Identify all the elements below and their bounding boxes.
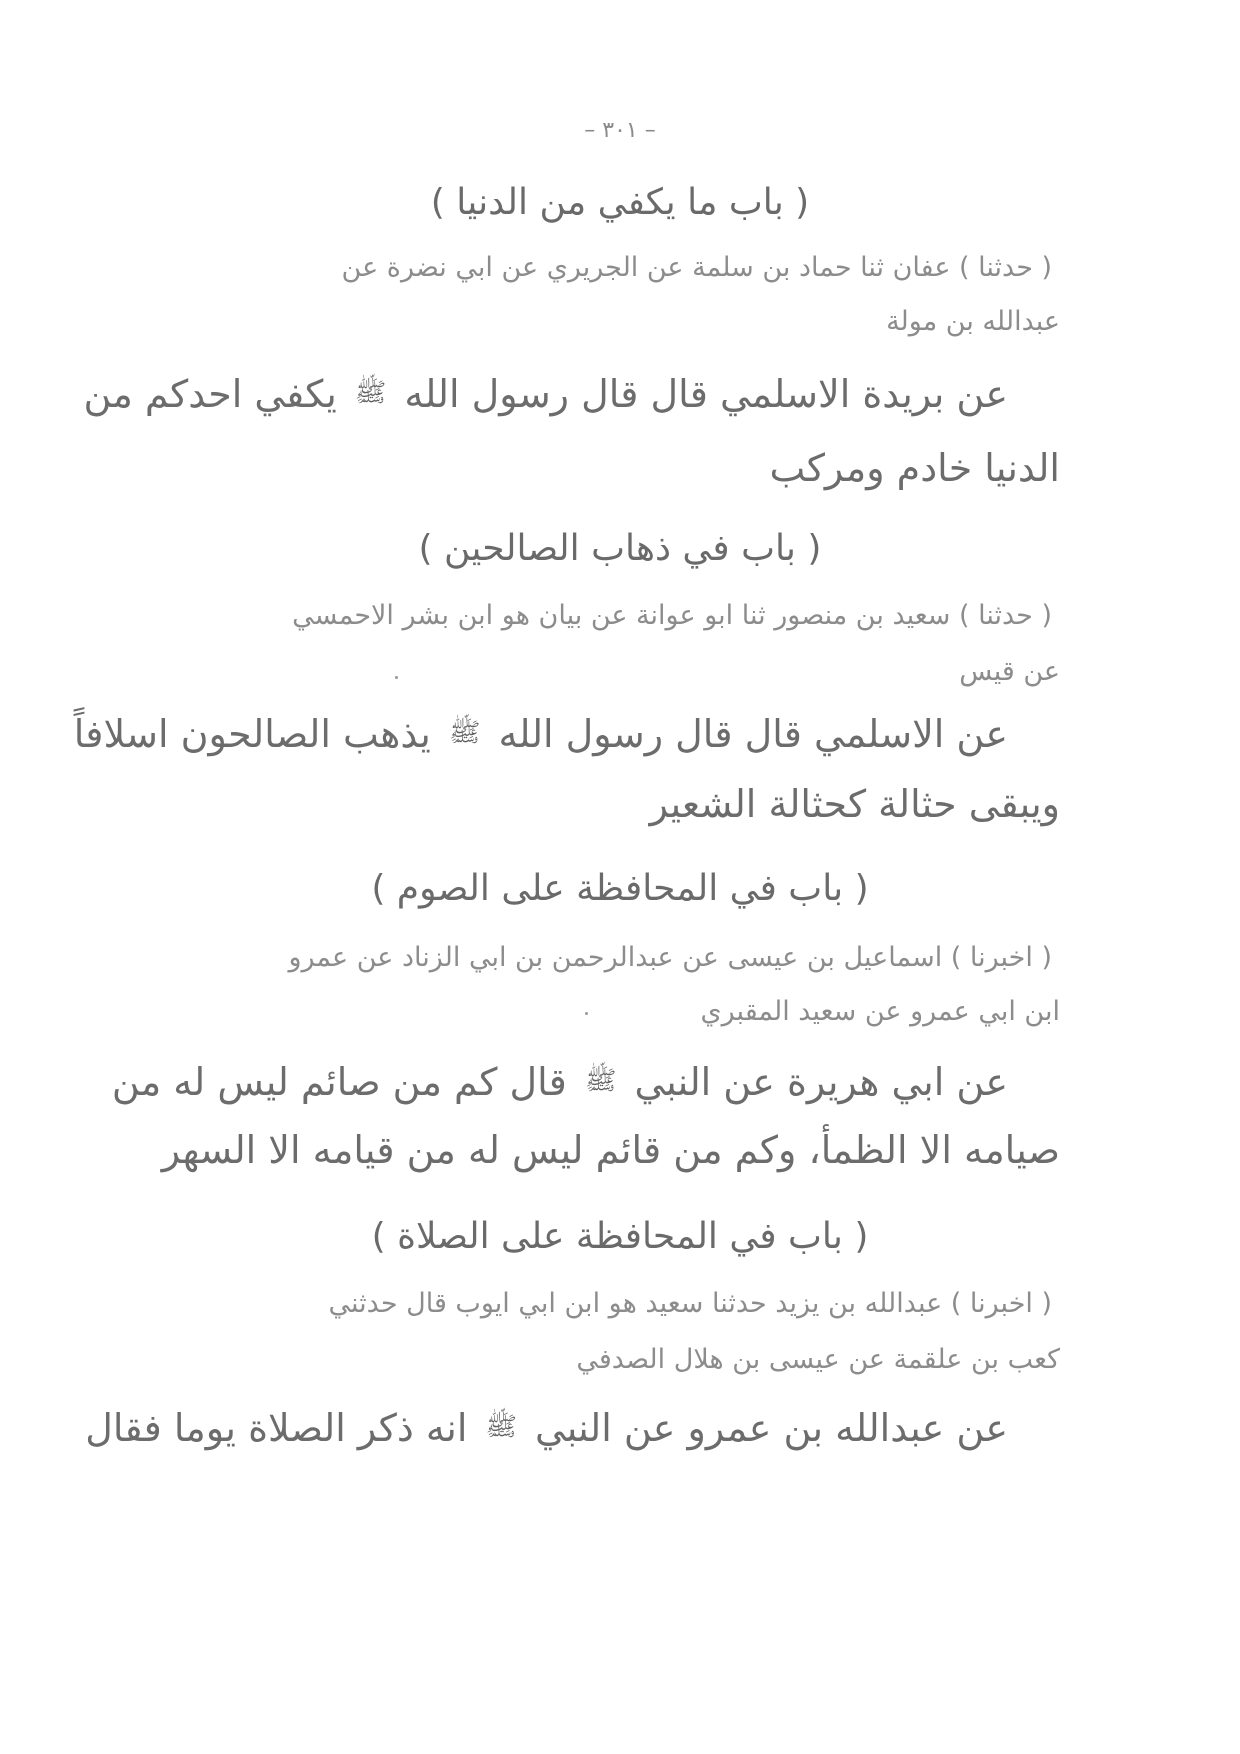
isnad-line: كعب بن علقمة عن عيسى بن هلال الصدفي (576, 1344, 1060, 1375)
isnad-line: عبدالله بن مولة (886, 306, 1060, 337)
salawat-ligature: ﷺ (584, 1066, 617, 1096)
matn-line: صيامه الا الظمأ، وكم من قائم ليس له من قيامه الا السهر (161, 1128, 1060, 1172)
section-heading: ( باب ما يكفي من الدنيا ) (430, 182, 810, 223)
matn-text: عن الاسلمي قال قال رسول الله (498, 712, 1008, 756)
isnad-line: ( حدثنا ) سعيد بن منصور ثنا ابو عوانة عن بيان هو ابن بشر الاحمسي (292, 600, 1052, 631)
matn-line (112, 1060, 1008, 1104)
matn-line (85, 1406, 1008, 1450)
matn-text: يذهب الصالحون اسلافاً (73, 712, 431, 756)
matn-text: قال كم من صائم ليس له من (111, 1060, 567, 1104)
section-heading: ( باب في المحافظة على الصوم ) (371, 868, 869, 909)
matn-line: ويبقى حثالة كحثالة الشعير (649, 782, 1060, 826)
scan-speck (585, 1012, 588, 1015)
salawat-ligature: ﷺ (448, 718, 481, 748)
salawat-ligature: ﷺ (485, 1412, 517, 1442)
matn-text: عن ابي هريرة عن النبي (634, 1060, 1008, 1104)
isnad-line: عن قيس (959, 656, 1060, 687)
isnad-line: ( حدثنا ) عفان ثنا حماد بن سلمة عن الجريري عن ابي نضرة عن (341, 252, 1052, 283)
scan-speck (395, 676, 398, 679)
matn-line (74, 712, 1008, 756)
isnad-line: ( اخبرنا ) اسماعيل بن عيسى عن عبدالرحمن بن ابي الزناد عن عمرو (288, 942, 1052, 973)
section-heading: ( باب في المحافظة على الصلاة ) (371, 1216, 869, 1257)
matn-text: يكفي احدكم من (83, 372, 337, 416)
isnad-line: ابن ابي عمرو عن سعيد المقبري (700, 996, 1060, 1027)
matn-text: عن بريدة الاسلمي قال قال رسول الله (404, 372, 1008, 416)
matn-line (84, 372, 1008, 416)
section-heading: ( باب في ذهاب الصالحين ) (418, 528, 822, 569)
matn-line: الدنيا خادم ومركب (769, 446, 1060, 490)
page-number: – ٣٠١ – (584, 118, 656, 143)
salawat-ligature: ﷺ (354, 378, 387, 408)
isnad-line: ( اخبرنا ) عبدالله بن يزيد حدثنا سعيد هو ابن ابي ايوب قال حدثني (328, 1288, 1052, 1319)
matn-text: انه ذكر الصلاة يوما فقال (85, 1406, 468, 1450)
matn-text: عن عبدالله بن عمرو عن النبي (535, 1406, 1008, 1450)
